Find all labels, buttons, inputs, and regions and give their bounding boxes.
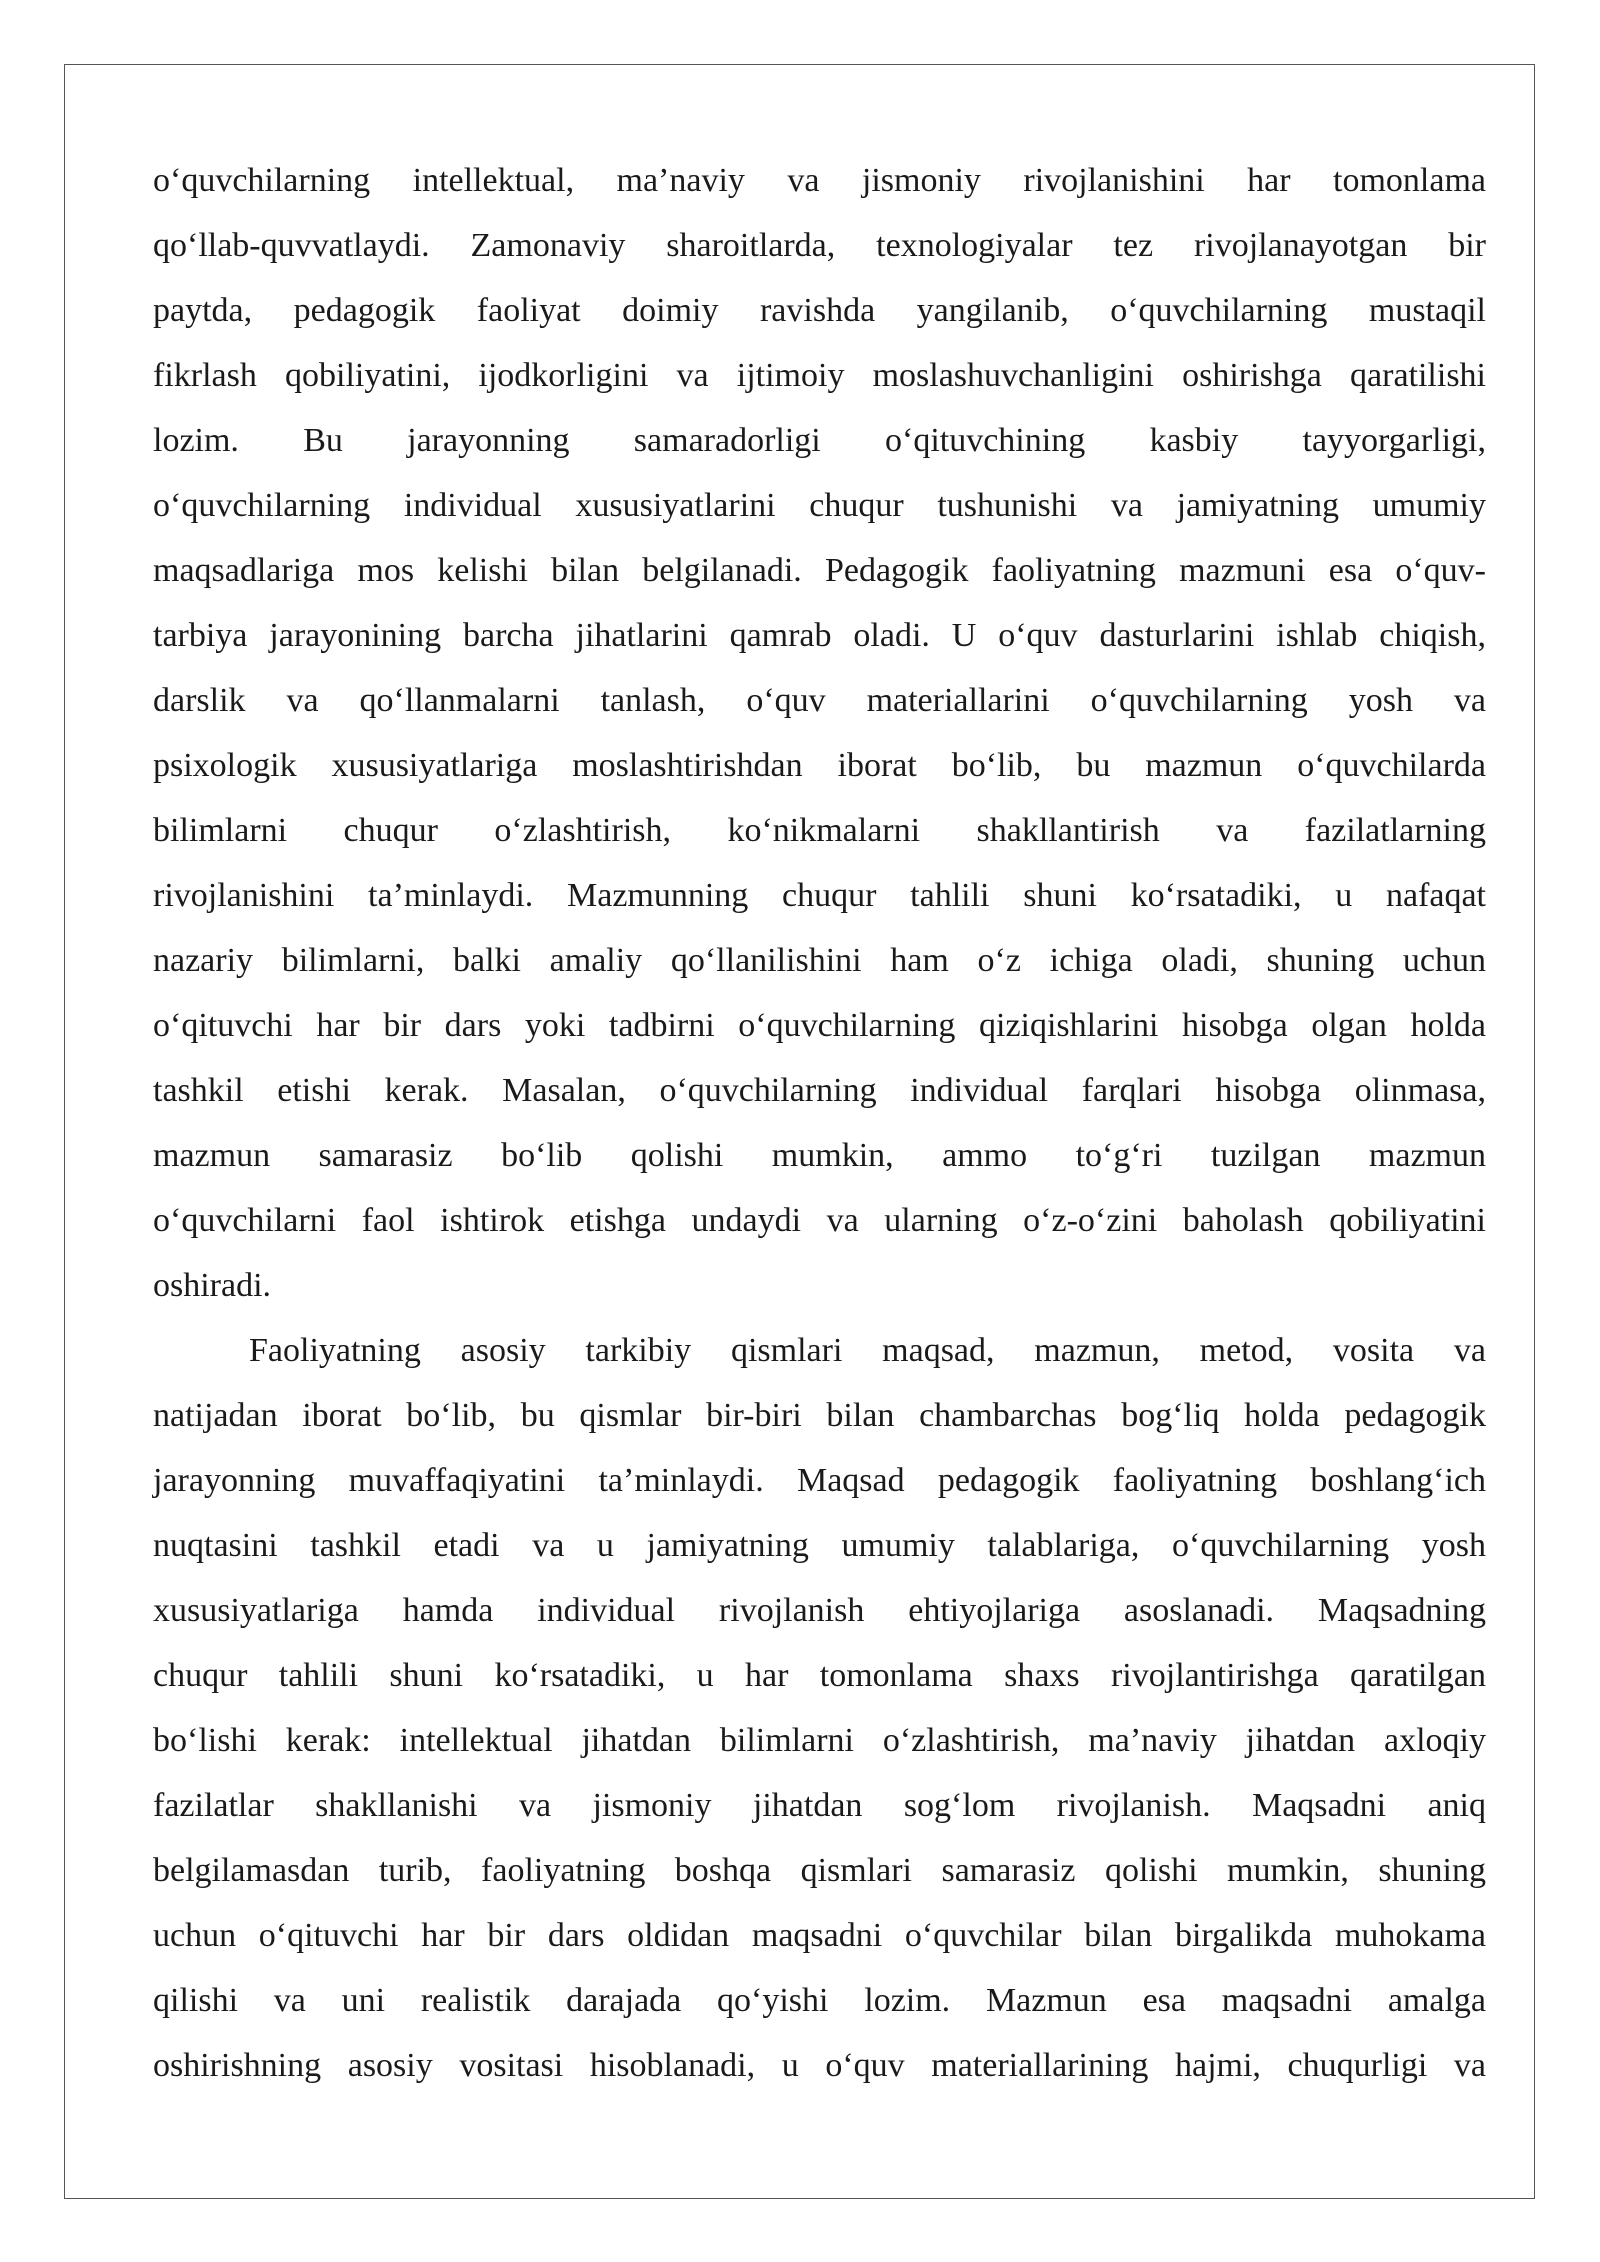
paragraph-line: chuqur tahlili shuni ko‘rsatadiki, u har tomonlama shaxs rivojlantirishga qaratilgan bbox=[153, 1657, 1486, 1694]
paragraph-line: darslik va qo‘llanmalarni tanlash, o‘quv materiallarini o‘quvchilarning yosh va bbox=[153, 682, 1486, 719]
paragraph-line: oshirishning asosiy vositasi hisoblanadi, u o‘quv materiallarining hajmi, chuqurligi va bbox=[153, 2047, 1486, 2084]
paragraph-line: natijadan iborat bo‘lib, bu qismlar bir-biri bilan chambarchas bog‘liq holda pedagogik bbox=[153, 1397, 1486, 1434]
paragraph-line: tashkil etishi kerak. Masalan, o‘quvchilarning individual farqlari hisobga olinmasa, bbox=[153, 1072, 1486, 1109]
paragraph-line: psixologik xususiyatlariga moslashtirishdan iborat bo‘lib, bu mazmun o‘quvchilarda bbox=[153, 747, 1486, 784]
paragraph-line: rivojlanishini ta’minlaydi. Mazmunning chuqur tahlili shuni ko‘rsatadiki, u nafaqat bbox=[153, 877, 1486, 914]
paragraph-line: paytda, pedagogik faoliyat doimiy ravishda yangilanib, o‘quvchilarning mustaqil bbox=[153, 292, 1486, 329]
paragraph-line: nuqtasini tashkil etadi va u jamiyatning umumiy talablariga, o‘quvchilarning yosh bbox=[153, 1527, 1486, 1564]
paragraph-line: maqsadlariga mos kelishi bilan belgilanadi. Pedagogik faoliyatning mazmuni esa o‘quv- bbox=[153, 552, 1486, 589]
paragraph-line: mazmun samarasiz bo‘lib qolishi mumkin, ammo to‘g‘ri tuzilgan mazmun bbox=[153, 1137, 1486, 1174]
document-body bbox=[153, 148, 1486, 2098]
paragraph-line: jarayonning muvaffaqiyatini ta’minlaydi. Maqsad pedagogik faoliyatning boshlang‘ich bbox=[153, 1462, 1486, 1499]
paragraph-line: belgilamasdan turib, faoliyatning boshqa qismlari samarasiz qolishi mumkin, shuning bbox=[153, 1852, 1486, 1889]
paragraph-line: oshiradi. bbox=[153, 1267, 272, 1304]
paragraph-line: tarbiya jarayonining barcha jihatlarini qamrab oladi. U o‘quv dasturlarini ishlab chiqish, bbox=[153, 617, 1486, 654]
paragraph-line: nazariy bilimlarni, balki amaliy qo‘llanilishini ham o‘z ichiga oladi, shuning uchun bbox=[153, 942, 1486, 979]
paragraph-line: o‘quvchilarni faol ishtirok etishga undaydi va ularning o‘z-o‘zini baholash qobiliyatini bbox=[153, 1202, 1486, 1239]
paragraph-line: qo‘llab-quvvatlaydi. Zamonaviy sharoitlarda, texnologiyalar tez rivojlanayotgan bir bbox=[153, 227, 1486, 264]
paragraph-line: bilimlarni chuqur o‘zlashtirish, ko‘nikmalarni shakllantirish va fazilatlarning bbox=[153, 812, 1486, 849]
paragraph-line: lozim. Bu jarayonning samaradorligi o‘qituvchining kasbiy tayyorgarligi, bbox=[153, 422, 1486, 459]
paragraph-line: fazilatlar shakllanishi va jismoniy jihatdan sog‘lom rivojlanish. Maqsadni aniq bbox=[153, 1787, 1486, 1824]
paragraph-line: o‘qituvchi har bir dars yoki tadbirni o‘quvchilarning qiziqishlarini hisobga olgan holda bbox=[153, 1007, 1486, 1044]
paragraph-line: Faoliyatning asosiy tarkibiy qismlari maqsad, mazmun, metod, vosita va bbox=[249, 1332, 1486, 1369]
paragraph-line: uchun o‘qituvchi har bir dars oldidan maqsadni o‘quvchilar bilan birgalikda muhokama bbox=[153, 1917, 1486, 1954]
paragraph-line: o‘quvchilarning intellektual, ma’naviy va jismoniy rivojlanishini har tomonlama bbox=[153, 162, 1486, 199]
paragraph-line: bo‘lishi kerak: intellektual jihatdan bilimlarni o‘zlashtirish, ma’naviy jihatdan axloqiy bbox=[153, 1722, 1486, 1759]
paragraph-line: o‘quvchilarning individual xususiyatlarini chuqur tushunishi va jamiyatning umumiy bbox=[153, 487, 1486, 524]
paragraph-line: xususiyatlariga hamda individual rivojlanish ehtiyojlariga asoslanadi. Maqsadning bbox=[153, 1592, 1486, 1629]
paragraph-line: fikrlash qobiliyatini, ijodkorligini va ijtimoiy moslashuvchanligini oshirishga qaratilishi bbox=[153, 357, 1486, 394]
paragraph-line: qilishi va uni realistik darajada qo‘yishi lozim. Mazmun esa maqsadni amalga bbox=[153, 1982, 1486, 2019]
